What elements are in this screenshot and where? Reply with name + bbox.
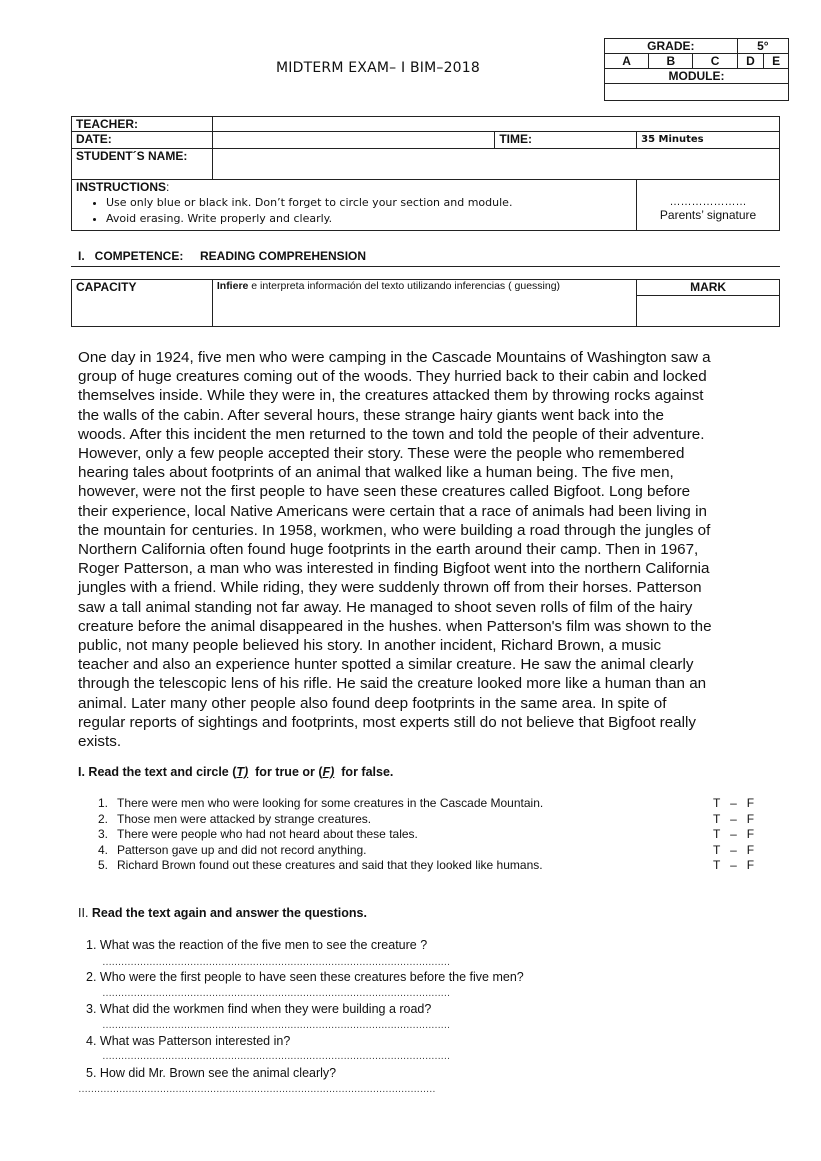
tf-item: [98, 827, 778, 843]
module-label: MODULE:: [605, 69, 789, 84]
student-name-label: STUDENT´S NAME:: [72, 149, 213, 180]
passage-line: animal. Later many other people also found deep footprints in the same area. In spite of: [78, 694, 667, 712]
capacity-text-bold: Infiere: [216, 280, 249, 292]
instruction-item: • Avoid erasing. Write properly and clearly.: [106, 212, 632, 225]
mark-label: MARK: [637, 280, 780, 296]
instruction-item: • Use only blue or black ink. Don’t forget to circle your section and module.: [106, 196, 632, 209]
time-value: 35 Minutes: [637, 132, 780, 149]
passage-line: hearing tales about footprints of an animal that walked like a human being. The five men,: [78, 464, 674, 482]
signature-label: Parents’ signature: [659, 208, 757, 222]
grade-box: [604, 38, 789, 101]
section-c[interactable]: C: [693, 54, 737, 69]
capacity-text: [212, 280, 636, 327]
question-2: 2. Who were the first people to have seen these creatures before the five men?: [86, 970, 524, 984]
capacity-text-rest: e interpreta información del texto utilizando inferencias ( guessing): [248, 280, 561, 292]
tf-item-text: There were men who were looking for some creatures in the Cascade Mountain.: [117, 796, 544, 810]
module-value-field[interactable]: [605, 84, 789, 101]
passage-line: teacher and also an experience hunter spotted a similar creature. He saw the animal clearly: [78, 656, 694, 674]
tf-item-text: There were people who had not heard about these tales.: [117, 827, 418, 841]
question-1: 1. What was the reaction of the five men to see the creature ?: [86, 938, 428, 952]
capacity-label: CAPACITY: [72, 280, 213, 327]
tf-item-number: 4.: [98, 842, 109, 857]
part2-heading-text: Read the text again and answer the questions.: [88, 906, 367, 920]
passage-line: creature before the animal disappeared in the hushes. when Patterson's film was shown to the: [78, 617, 712, 635]
part1-heading-true: T): [236, 765, 249, 779]
student-info-table: [71, 116, 780, 231]
part1-heading-text: for false.: [334, 765, 394, 779]
tf-item: [98, 843, 778, 859]
answer-line-2[interactable]: …………………………………………………………………………………………………: [102, 988, 450, 999]
instructions-list: [76, 196, 632, 225]
tf-choice[interactable]: T – F: [713, 842, 755, 857]
instructions-cell: [72, 180, 637, 231]
competence-underline: [71, 266, 780, 267]
mark-field[interactable]: [637, 296, 780, 327]
date-field[interactable]: [212, 132, 494, 149]
answer-line-4[interactable]: …………………………………………………………………………………………………: [102, 1051, 450, 1062]
grade-value: 5°: [737, 39, 788, 54]
tf-item: [98, 812, 778, 828]
date-label: DATE:: [72, 132, 213, 149]
passage-line: themselves inside. While they were in, the creatures attacked them by throwing rocks against: [78, 387, 704, 405]
true-false-list: [98, 796, 778, 874]
passage-line: One day in 1924, five men who were camping in the Cascade Mountains of Washington saw a: [78, 349, 711, 366]
passage-line: woods. After this incident the men returned to the town and told the people of their adventure.: [78, 425, 705, 443]
tf-choice[interactable]: T – F: [713, 811, 755, 826]
section-d[interactable]: D: [737, 54, 764, 69]
answer-line-5[interactable]: ……………………………………………………………………………………………………: [78, 1084, 436, 1095]
tf-choice[interactable]: T – F: [713, 827, 755, 841]
grade-label: GRADE:: [605, 39, 738, 54]
instructions-colon: :: [166, 180, 170, 194]
exam-title: MIDTERM EXAM– I BIM–2018: [276, 60, 481, 76]
passage-line: exists.: [78, 733, 122, 751]
passage-line: Roger Patterson, a man who was interested in finding Bigfoot went into the northern California: [78, 560, 710, 578]
teacher-field[interactable]: [212, 117, 779, 132]
tf-choice[interactable]: T – F: [713, 796, 755, 810]
tf-item-number: 2.: [98, 811, 109, 826]
teacher-label: TEACHER:: [72, 117, 213, 132]
passage-line: public, not many people believed his story. In another incident, Richard Brown, a music: [78, 637, 662, 655]
question-5: 5. How did Mr. Brown see the animal clearly?: [86, 1066, 337, 1080]
instructions-label: INSTRUCTIONS: [76, 180, 166, 194]
answer-line-1[interactable]: …………………………………………………………………………………………………: [102, 957, 450, 968]
time-label: TIME:: [495, 132, 637, 149]
tf-item-text: Those men were attacked by strange creatures.: [117, 811, 372, 826]
part1-heading-text: for true or (: [248, 765, 323, 779]
passage-line: however, were not the first people to have seen these creatures called Bigfoot. Long before: [78, 483, 691, 501]
tf-choice[interactable]: T – F: [713, 858, 755, 872]
tf-item: [98, 796, 778, 812]
question-4: 4. What was Patterson interested in?: [86, 1034, 291, 1048]
answer-line-3[interactable]: …………………………………………………………………………………………………: [102, 1020, 450, 1031]
tf-item-text: Richard Brown found out these creatures and said that they looked like humans.: [117, 858, 543, 872]
parents-signature-cell[interactable]: [637, 180, 780, 231]
part1-heading-false: F): [322, 765, 335, 779]
part2-heading: [78, 906, 367, 920]
section-e[interactable]: E: [764, 54, 789, 69]
part2-heading-num: II.: [78, 906, 89, 920]
capacity-table: [71, 279, 780, 327]
passage-line: However, only a few people accepted their story. These were the people who remembered: [78, 445, 685, 463]
competence-heading: I. COMPETENCE: READING COMPREHENSION: [78, 249, 367, 263]
passage-line: regular reports of sightings and footprints, most experts still do not believe that Bigfoot really: [78, 713, 696, 731]
passage-line: the mountain for centuries. In 1958, workmen, who were building a road through the jungles of: [78, 521, 711, 539]
section-b[interactable]: B: [649, 54, 693, 69]
tf-item-text: Patterson gave up and did not record anything.: [117, 842, 367, 857]
student-name-field[interactable]: [212, 149, 779, 180]
tf-item-number: 3.: [98, 827, 109, 841]
question-3: 3. What did the workmen find when they were building a road?: [86, 1002, 432, 1016]
passage-line: through the telescopic lens of his rifle. He said the creature looked more like a human than an: [78, 675, 707, 693]
section-a[interactable]: A: [605, 54, 649, 69]
passage-line: jungles with a friend. While riding, they were suddenly thrown off from their horses. Patterson: [78, 579, 702, 597]
passage-line: group of huge creatures coming out of the woods. They hurried back to their cabin and locked: [78, 368, 707, 386]
signature-line: …………………: [669, 196, 747, 208]
passage-line: saw a tall animal standing not far away. He managed to shoot seven rolls of film of the hairy: [78, 598, 693, 616]
reading-passage: [78, 348, 770, 751]
tf-item: [98, 858, 778, 874]
part1-heading-text: I. Read the text and circle (: [78, 765, 237, 779]
passage-line: their experience, local Native Americans were certain that a race of animals had been living in: [78, 502, 707, 520]
passage-line: the walls of the cabin. After several hours, these strange hairy giants went back into the: [78, 406, 664, 424]
tf-item-number: 5.: [98, 858, 109, 872]
tf-item-number: 1.: [98, 796, 109, 810]
part1-heading: [78, 765, 393, 779]
passage-line: Northern California often found huge footprints in the earth around their camp. Then in 1967,: [78, 541, 699, 559]
